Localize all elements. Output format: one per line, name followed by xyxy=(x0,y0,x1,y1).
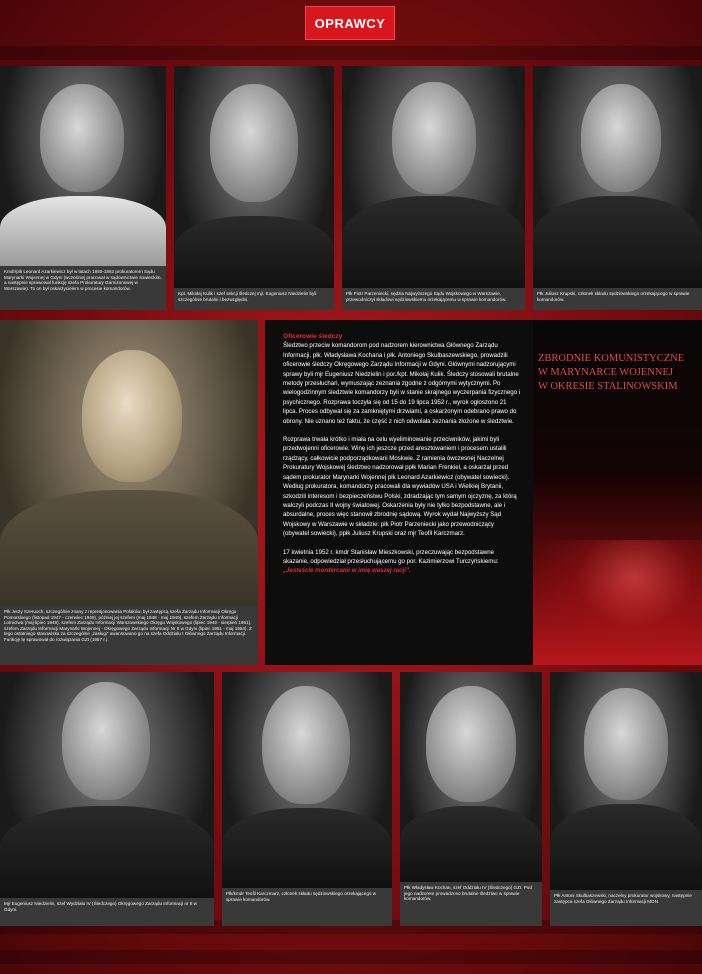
portrait-caption: Płk Antoni Skulbaszewski, naczelny prokurator wojskowy, następnie zastępca szefa Głównego Zarządu Informacji MON. xyxy=(550,890,702,926)
portrait-photo xyxy=(550,672,702,890)
side-title-line-1: ZBRODNIE KOMUNISTYCZNE xyxy=(538,353,685,364)
article-subtitle: Oficerowie śledczy xyxy=(283,333,343,340)
portrait-caption: Mjr Eugeniusz Niedzielin, szef Wydziału IV (Śledczego) Okręgowego Zarządu Informacji nr 8 w Gdyni. xyxy=(0,898,214,926)
portrait-caption: Płk Juliusz Krupski, członek składu sędziowskiego orzekającego w sprawie komandorów. xyxy=(533,288,702,310)
portrait-caption: Kpt. Mikołaj Kulik i szef sekcji śledczej mjr. Eugeniusz Niedzielin byli szczególnie brutalni i bezwzględni. xyxy=(174,288,334,310)
side-title-line-2: W MARYNARCE WOJENNEJ xyxy=(538,367,673,378)
article-quote: „Jesteście mordercami w imię waszej racji”. xyxy=(283,567,411,575)
portrait-caption: Płk Władysław Kochan, szef Oddziału IV (Śledczego) GZI. Pod jego nadzorem prowadzono brutalne śledztwo w sprawie komandorów. xyxy=(400,882,542,926)
side-panel-wave xyxy=(533,540,702,665)
portrait-card-kulik xyxy=(174,66,334,310)
article-paragraph-2: Rozprawa trwała krótko i miała na celu wyeliminowanie przeciwników, jakimi byli przedwojenni oficerowie. Winę ich jeszcze przed aresztowaniem i procesem ustalili rządzący, całkowicie podporządkowani Moskwie. Z ramienia ówczesnej Naczelnej Prokuratury Wojskowej śledztwo nadzorował ppłk Marian Frenkiel, a oskarżał przed sądem prokurator Marynarki Wojennej płk Leonard Azarkiewicz (obywatel sowiecki). Według prokuratora, komandorzy pracowali dla wywiadów USA i Wielkiej Brytanii, szkodzili interesom i bezpieczeństwu Polski, zdradzając tym samym ojczyznę, za którą walczyli podczas II wojny światowej. Oskarżenia były nie tylko bezpodstawne, ale i absurdalne, proces więc stanowił zbrodnię sądową. Wyrok wydał Najwyższy Sąd Wojskowy w Warszawie w składzie: płk Piotr Parzeniecki jako przewodniczący (obywatel sowiecki), ppłk Juliusz Krupski oraz mjr Teofil Karczmarz. xyxy=(283,436,517,538)
section-badge: OPRAWCY xyxy=(305,6,395,40)
portrait-photo xyxy=(222,672,392,888)
portrait-photo xyxy=(0,672,214,898)
side-title-line-3: W OKRESIE STALINOWSKIM xyxy=(538,381,678,392)
portrait-photo xyxy=(533,66,702,288)
portrait-card-szeruoch xyxy=(0,320,258,665)
portrait-card-parzeniecki xyxy=(342,66,525,310)
portrait-caption: Kmdr/plk Leonard Azarkiewicz był w latach 1950-1952 prokuratorem Sądu Marynarki Wojennej w Gdyni (wcześniej pracował w sądownictwie sowieckim, a następnie sprawował funkcję szefa Prokuratury Garnizonowej w Warszawie). To on był oskarżycielem w procesie komandorów. xyxy=(0,266,166,310)
side-panel-title xyxy=(538,352,698,394)
portrait-caption: Płk Jerzy Szeruoch, szczególnie znany z represjonowania Polaków, był zastępcą szefa Zarządu Informacji Okręgu Pomorskiego (listopad 1947 - czerwiec 1949), później jej szefem (maj 1948 - maj 1949), szefem Zarządu Informacji Lotnictwa (maj-lipiec 1949), szefem Zarządu Informacji Warszawskiego Okręgu Wojskowego (lipiec 1949 - sierpień 1951), szefem Zarządu Informacji Marynarki Wojennej - Okręgowego Zarządu Informacji Nr 8 w Gdyni (lipiec 1951 - maj 1954). Z tego ostatniego stanowiska za szczególne „zasługi” awansowano go na szefa Oddziału I Głównego Zarządu Informacji. Funkcję tę sprawował do rozwiązania GZI (1957 r.). xyxy=(0,606,258,665)
portrait-card-azarkiewicz xyxy=(0,66,166,310)
portrait-photo xyxy=(342,66,525,288)
article-paragraph-1: Śledztwo przeciw komandorom pod nadzorem kierownictwa Głównego Zarządu Informacji, płk. Władysława Kochana i płk. Antoniego Skulbaszewskiego, prowadzili oficerowie śledczy Okręgowego Zarządu Informacji w Gdyni. Głównymi nadzorującymi sprawy byli mjr Eugeniusz Niedzielin i por./kpt. Mikołaj Kulik. Śledczy stosowali brutalne metody przesłuchań, wymuszając zeznania zgodne z odgórnymi wytycznymi. Po wielogodzinnym śledztwie komandorzy byli w stanie skrajnego wyczerpania fizycznego i psychicznego. Rozprawa toczyła się od 15 do 19 lipca 1952 r., wyrok ogłoszono 21 lipca. Proces odbywał się za zamkniętymi drzwiami, a oskarżonym odebrano prawo do obrony. Nie uznano też faktu, że część z nich odwołała zeznania złożone w śledztwie. xyxy=(283,342,521,425)
portrait-caption: Płk/kmdr Teofil Karczmarz, członek składu sędziowskiego orzekającego w sprawie komandorów. xyxy=(222,888,392,926)
portrait-card-karczmarz xyxy=(222,672,392,926)
portrait-caption: Płk Piotr Parzeniecki, sędzia Najwyższego Sądu Wojskowego w Warszawie, przewodniczył składowi sędziowskiemu orzekającemu w sprawie komandorów. xyxy=(342,288,525,310)
portrait-photo xyxy=(0,66,166,266)
portrait-card-krupski xyxy=(533,66,702,310)
article-text xyxy=(265,320,533,665)
portrait-photo xyxy=(400,672,542,882)
article-paragraph-3: 17 kwietnia 1952 r. kmdr Stanisław Mieszkowski, przeczuwając bezpodstawne skazanie, odpowiedział przesłuchującemu go por. Kazimierzowi Turczyńskiemu: xyxy=(283,548,499,565)
portrait-card-niedzielin xyxy=(0,672,214,926)
portrait-photo xyxy=(0,320,258,606)
portrait-card-skulbaszewski xyxy=(550,672,702,926)
portrait-photo xyxy=(174,66,334,288)
portrait-card-kochan xyxy=(400,672,542,926)
